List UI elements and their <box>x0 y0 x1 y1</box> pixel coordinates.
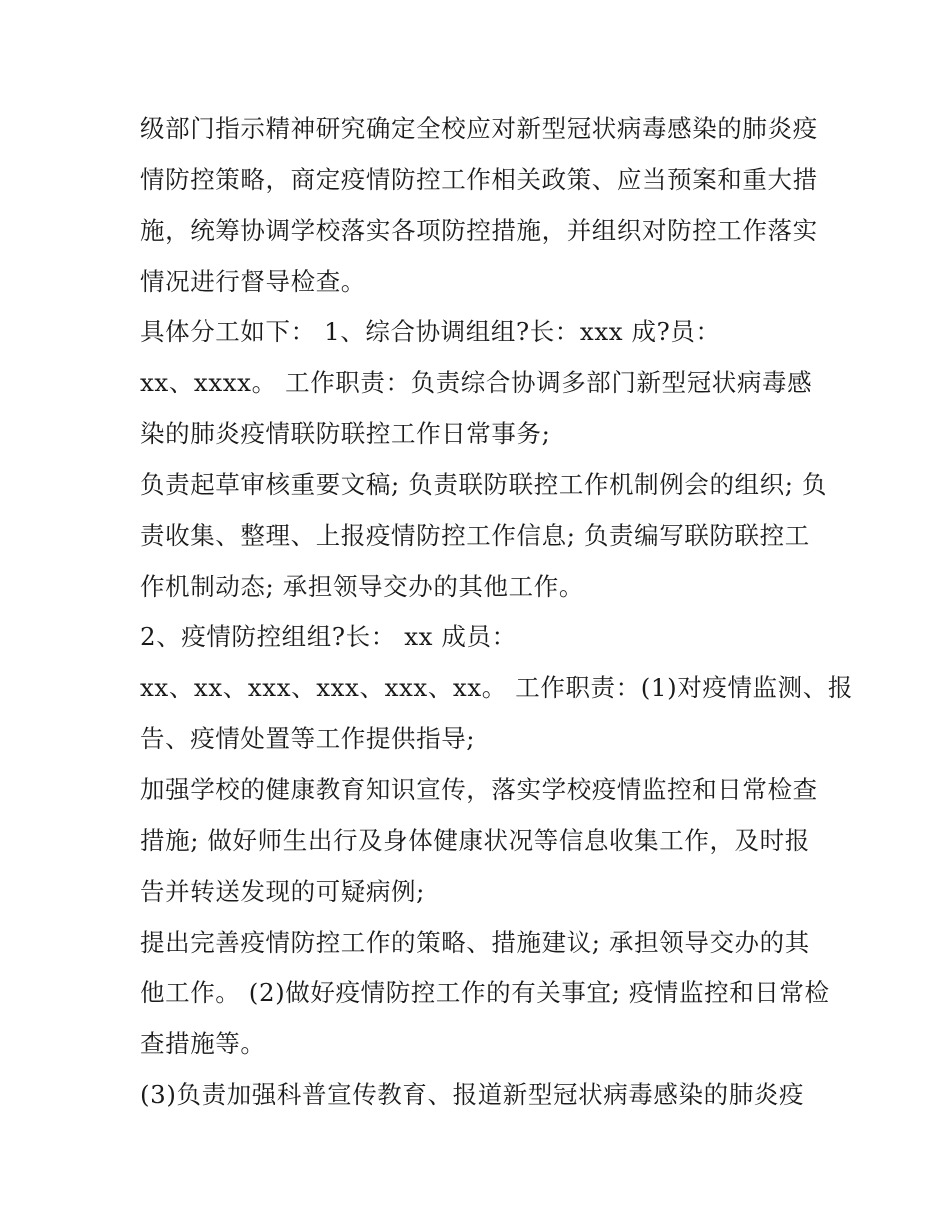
text-line-13: 告、疫情处置等工作提供指导; <box>140 724 476 754</box>
text-line-16: 告并转送发现的可疑病例; <box>140 876 425 906</box>
text-line-8: 负责起草审核重要文稿; 负责联防联控工作机制例会的组织; 负 <box>140 469 828 499</box>
text-line-3: 施，统筹协调学校落实各项防控措施，并组织对防控工作落实 <box>140 215 818 245</box>
text-line-11: 2、疫情防控组组?长： xx 成员： <box>140 622 517 652</box>
text-line-19: 查措施等。 <box>140 1029 266 1059</box>
text-line-6: xx、xxxx。 工作职责：负责综合协调多部门新型冠状病毒感 <box>140 368 813 398</box>
text-line-14: 加强学校的健康教育知识宣传，落实学校疫情监控和日常检查 <box>140 774 818 804</box>
body-text <box>140 104 853 1121</box>
text-line-1: 级部门指示精神研究确定全校应对新型冠状病毒感染的肺炎疫 <box>140 114 818 143</box>
text-line-20: (3)负责加强科普宣传教育、报道新型冠状病毒感染的肺炎疫 <box>140 1080 805 1110</box>
text-line-18: 他工作。 (2)做好疫情防控工作的有关事宜; 疫情监控和日常检 <box>140 978 830 1008</box>
text-line-12: xx、xx、xxx、xxx、xxx、xx。 工作职责：(1)对疫情监测、报 <box>140 673 853 703</box>
text-line-4: 情况进行督导检查。 <box>140 266 366 296</box>
text-line-15: 措施; 做好师生出行及身体健康状况等信息收集工作，及时报 <box>140 825 810 855</box>
text-line-9: 责收集、整理、上报疫情防控工作信息; 负责编写联防联控工 <box>140 520 810 550</box>
text-line-2: 情防控策略，商定疫情防控工作相关政策、应当预案和重大措 <box>140 164 818 194</box>
text-line-10: 作机制动态; 承担领导交办的其他工作。 <box>140 571 584 601</box>
text-line-5: 具体分工如下： 1、综合协调组组?长：xxx 成?员： <box>140 317 721 347</box>
text-line-7: 染的肺炎疫情联防联控工作日常事务; <box>140 419 551 449</box>
text-line-17: 提出完善疫情防控工作的策略、措施建议; 承担领导交办的其 <box>140 927 810 957</box>
